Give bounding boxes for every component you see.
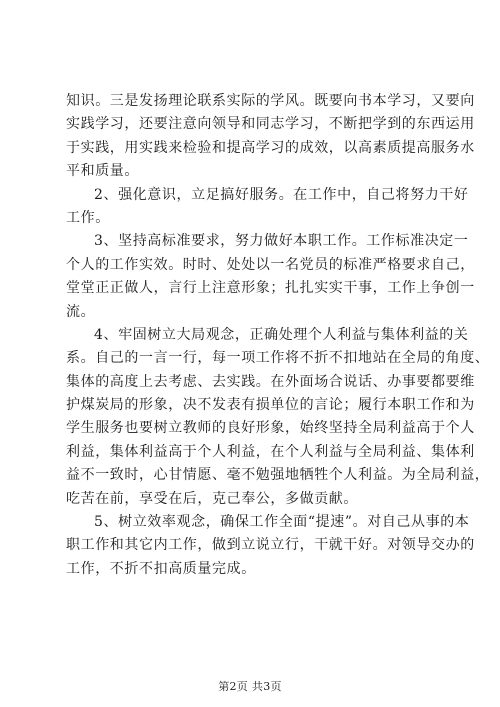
- text-line: 5、树立效率观念，确保工作全面“提速”。对自己从事的本: [94, 514, 470, 531]
- text-line: 于实践，用实践来检验和提高学习的成效，以高素质提高服务水: [66, 139, 475, 156]
- document-body: [66, 90, 490, 581]
- text-line: 系。自己的一言一行，每一项工作将不折不扣地站在全局的角度、: [66, 350, 490, 367]
- text-line: 3、坚持高标准要求，努力做好本职工作。工作标准决定一: [94, 233, 469, 250]
- text-line: 护煤炭局的形象，决不发表有损单位的言论；履行本职工作和为: [66, 397, 475, 414]
- text-line: 知识。三是发扬理论联系实际的学风。既要向书本学习，又要向: [66, 93, 475, 109]
- text-line: 工作。: [66, 209, 110, 226]
- text-line: 益不一致时，心甘情愿、毫不勉强地牺牲个人利益。为全局利益，: [66, 467, 490, 484]
- text-line: 工作，不折不扣高质量完成。: [66, 560, 256, 577]
- text-line: 学生服务也要树立教师的良好形象，始终坚持全局利益高于个人: [66, 420, 475, 437]
- text-line: 集体的高度上去考虑、去实践。在外面场合说话、办事要都要维: [66, 373, 475, 390]
- text-line: 个人的工作实效。时时、处处以一名党员的标准严格要求自己，: [66, 256, 475, 273]
- text-line: 4、牢固树立大局观念，正确处理个人利益与集体利益的关: [94, 326, 469, 343]
- page-footer: 第2页 共3页: [218, 680, 282, 693]
- text-line: 利益，集体利益高于个人利益，在个人利益与全局利益、集体利: [66, 443, 475, 460]
- text-line: 实践学习，还要注意向领导和同志学习，不断把学到的东西运用: [66, 116, 475, 133]
- text-line: 平和质量。: [66, 163, 139, 180]
- text-line: 堂堂正正做人，言行上注意形象；扎扎实实干事，工作上争创一: [66, 280, 475, 297]
- text-line: 职工作和其它内工作，做到立说立行，干就干好。对领导交办的: [66, 537, 475, 554]
- text-line: 2、强化意识，立足搞好服务。在工作中，自己将努力干好: [94, 186, 469, 203]
- text-line: 吃苦在前，享受在后，克己奉公，多做贡献。: [66, 490, 358, 507]
- text-line: 流。: [66, 303, 96, 320]
